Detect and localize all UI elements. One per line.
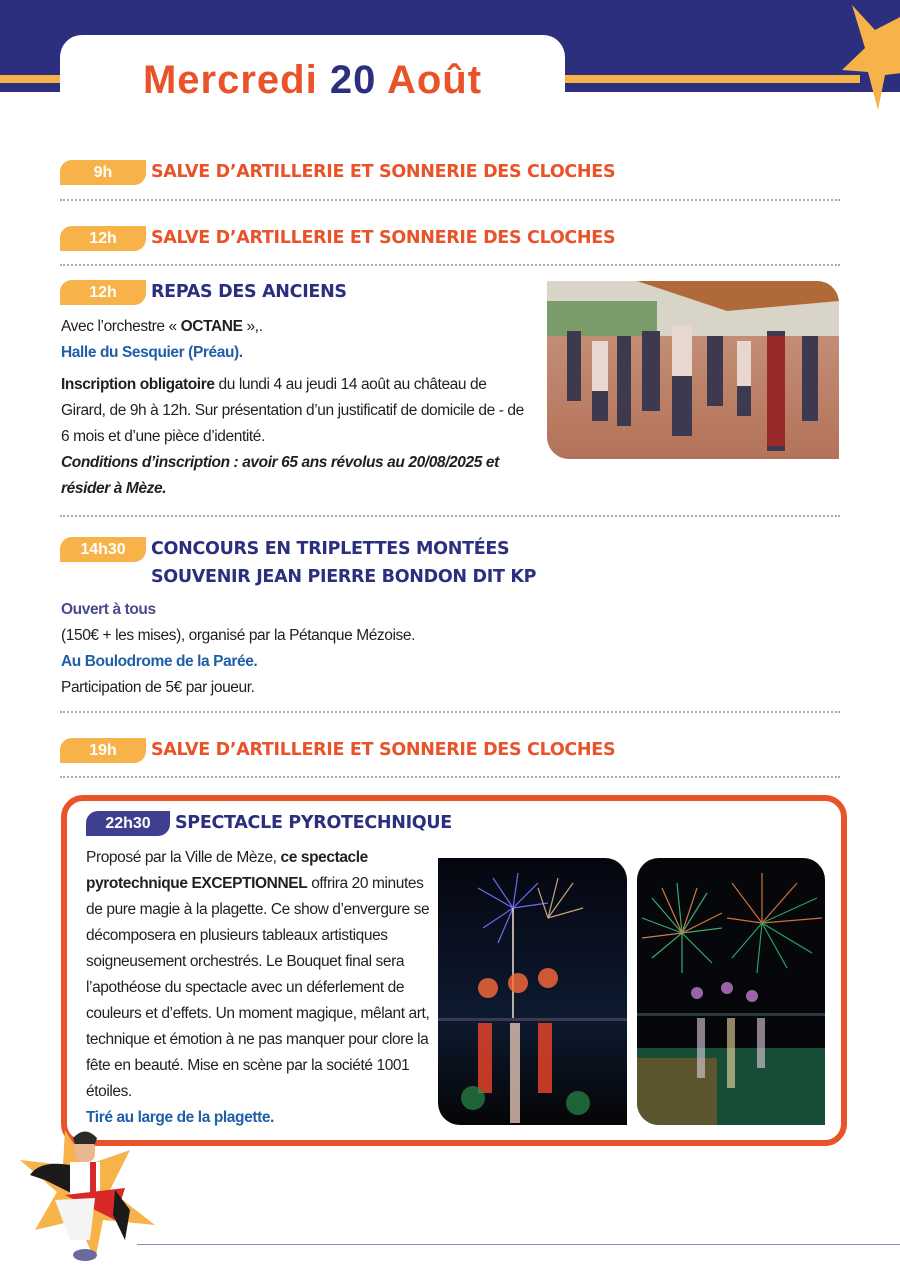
event-description	[61, 314, 531, 502]
time-badge: 19h	[60, 738, 146, 763]
fireworks-photo-2	[637, 858, 825, 1125]
dotted-divider	[60, 199, 840, 201]
time-badge: 12h	[60, 226, 146, 251]
inscription-text: Inscription obligatoire du lundi 4 au jeudi 14 août au château de Girard, de 9h à 12h. Sur présentation d’un justificatif de domicile de - de 6 mois et d’une pièce d’identité.	[61, 376, 524, 445]
time-badge: 12h	[60, 280, 146, 305]
dotted-divider	[60, 515, 840, 517]
event-description	[61, 597, 661, 701]
title-day: Mercredi	[142, 58, 318, 102]
page-title	[60, 55, 565, 105]
event-title: CONCOURS EN TRIPLETTES MONTÉES	[151, 539, 510, 559]
seniors-dancing-photo	[547, 281, 839, 459]
fee-text: Participation de 5€ par joueur.	[61, 679, 255, 696]
event-title: SPECTACLE PYROTECHNIQUE	[175, 813, 452, 833]
time-badge: 14h30	[60, 537, 146, 562]
inscription-conditions: Conditions d’inscription : avoir 65 ans révolus au 20/08/2025 et résider à Mèze.	[61, 454, 499, 497]
event-title: REPAS DES ANCIENS	[151, 282, 347, 302]
title-date: 20	[329, 58, 377, 102]
prize-text: (150€ + les mises), organisé par la Pétanque Mézoise.	[61, 627, 416, 644]
dotted-divider	[60, 711, 840, 713]
event-location: Tiré au large de la plagette.	[86, 1109, 274, 1126]
orchestra-name: OCTANE	[180, 318, 243, 335]
event-title-line2: SOUVENIR JEAN PIERRE BONDON DIT KP	[151, 567, 537, 587]
event-location: Halle du Sesquier (Préau).	[61, 344, 243, 361]
event-location: Au Boulodrome de la Parée.	[61, 653, 258, 670]
event-title: SALVE D’ARTILLERIE ET SONNERIE DES CLOCHES	[151, 228, 616, 248]
open-to-all: Ouvert à tous	[61, 601, 156, 618]
star-icon	[830, 0, 900, 112]
footer-divider	[137, 1244, 900, 1245]
fireworks-photo-1	[438, 858, 627, 1125]
time-badge: 22h30	[86, 811, 170, 836]
event-description	[86, 845, 434, 1131]
mascot-illustration	[15, 1120, 155, 1265]
fireworks-text: Proposé par la Ville de Mèze, ce spectacle pyrotechnique EXCEPTIONNEL offrira 20 minutes de pure magie à la plagette. Ce show d’envergure se décomposera en plusieurs tableaux artistiques soigneusement orchestrés. Le Bouquet final sera l’apothéose du spectacle avec un déferlement de couleurs et d’effets. Un moment magique, mêlant art, technique et émotion à ne pas manquer pour clore la fête en beauté. Mise en scène par la société 1001 étoiles.	[86, 849, 430, 1100]
time-badge: 9h	[60, 160, 146, 185]
dotted-divider	[60, 264, 840, 266]
title-month: Août	[386, 58, 483, 102]
event-title: SALVE D’ARTILLERIE ET SONNERIE DES CLOCHES	[151, 162, 616, 182]
event-title: SALVE D’ARTILLERIE ET SONNERIE DES CLOCHES	[151, 740, 616, 760]
orchestra-line: Avec l’orchestre « OCTANE »,.	[61, 318, 263, 335]
dotted-divider	[60, 776, 840, 778]
